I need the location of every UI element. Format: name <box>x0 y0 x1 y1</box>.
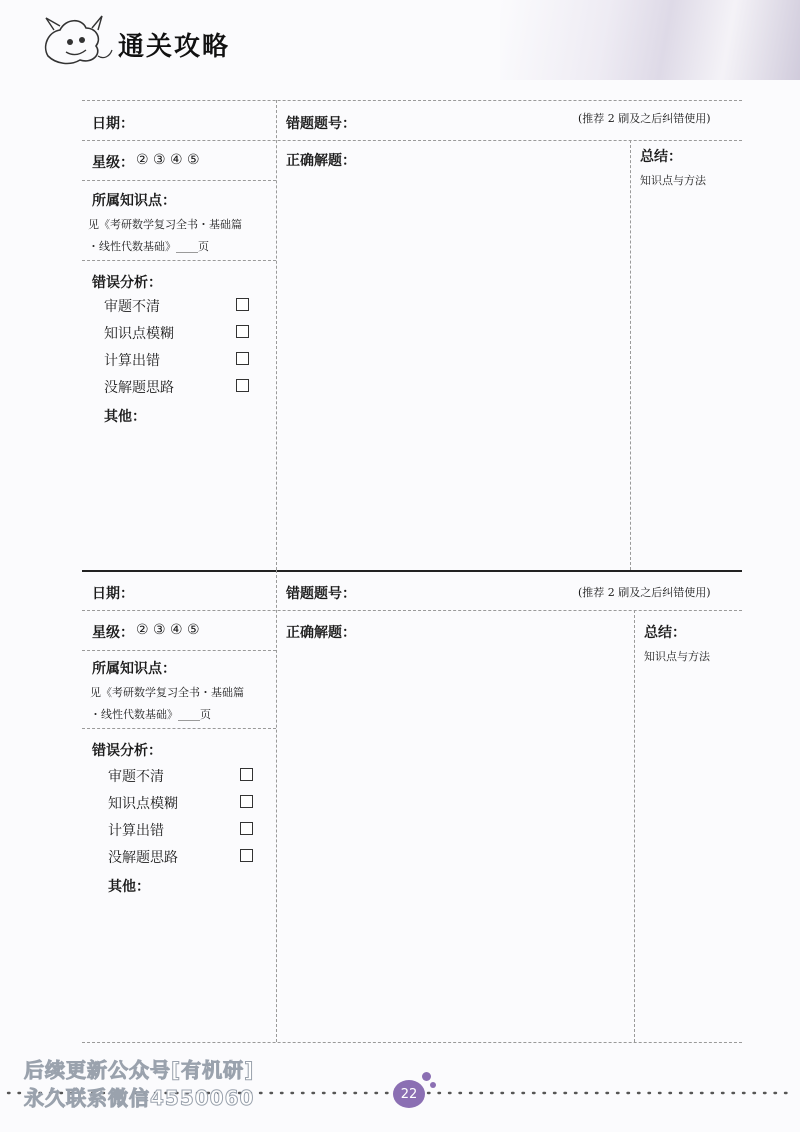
error-option-label: 计算出错 <box>104 353 160 369</box>
error-checkbox[interactable] <box>240 849 253 862</box>
error-option[interactable] <box>108 847 258 867</box>
error-option-label: 审题不清 <box>104 299 160 315</box>
knowledge-reference: 见《考研数学复习全书・基础篇 <box>90 686 244 699</box>
error-option[interactable] <box>108 820 258 840</box>
recommend-note: (推荐 2 刷及之后纠错使用) <box>578 112 711 125</box>
summary-label: 总结： <box>644 625 686 641</box>
mascot-logo-icon <box>36 10 116 70</box>
knowledge-point-label: 所属知识点： <box>92 193 176 209</box>
error-record-card <box>82 570 742 1042</box>
recommend-note: (推荐 2 刷及之后纠错使用) <box>578 586 711 599</box>
solution-label: 正确解题： <box>286 153 356 169</box>
knowledge-reference: 见《考研数学复习全书・基础篇 <box>88 218 242 231</box>
other-label: 其他： <box>108 879 150 895</box>
problem-number-label: 错题题号： <box>286 116 356 132</box>
stars-label: 星级： <box>92 625 134 641</box>
error-checkbox[interactable] <box>236 352 249 365</box>
error-option[interactable] <box>108 793 258 813</box>
knowledge-reference-page: ・线性代数基础》____页 <box>90 708 211 721</box>
error-checkbox[interactable] <box>240 768 253 781</box>
error-checkbox[interactable] <box>236 325 249 338</box>
error-option-label: 没解题思路 <box>108 850 178 866</box>
error-analysis-label: 错误分析： <box>92 743 162 759</box>
watermark-text: 后续更新公众号[有机研] <box>24 1058 255 1082</box>
page-decoration-bubble <box>430 1082 436 1088</box>
star-rating: ② ③ ④ ⑤ <box>136 152 200 168</box>
knowledge-point-label: 所属知识点： <box>92 661 176 677</box>
header-decoration <box>500 0 800 80</box>
page-decoration-bubble <box>422 1072 431 1081</box>
error-record-card <box>82 100 742 570</box>
summary-hint: 知识点与方法 <box>644 650 710 663</box>
star-rating: ② ③ ④ ⑤ <box>136 622 200 638</box>
page-number: 22 <box>393 1080 425 1108</box>
error-option-label: 审题不清 <box>108 769 164 785</box>
error-option-label: 没解题思路 <box>104 380 174 396</box>
error-option[interactable] <box>104 296 254 316</box>
watermark-text: 永久联系微信4550060 <box>24 1086 255 1110</box>
other-label: 其他： <box>104 409 146 425</box>
error-checkbox[interactable] <box>240 795 253 808</box>
error-option[interactable] <box>104 323 254 343</box>
knowledge-reference-page: ・线性代数基础》____页 <box>88 240 209 253</box>
summary-label: 总结： <box>640 149 682 165</box>
stars-label: 星级： <box>92 155 134 171</box>
summary-hint: 知识点与方法 <box>640 174 706 187</box>
error-checkbox[interactable] <box>236 379 249 392</box>
error-option-label: 知识点模糊 <box>104 326 174 342</box>
error-analysis-label: 错误分析： <box>92 275 162 291</box>
solution-label: 正确解题： <box>286 625 356 641</box>
error-option-label: 知识点模糊 <box>108 796 178 812</box>
error-checkbox[interactable] <box>236 298 249 311</box>
error-option[interactable] <box>104 350 254 370</box>
error-option[interactable] <box>108 766 258 786</box>
page-title: 通关攻略 <box>118 32 231 62</box>
problem-number-label: 错题题号： <box>286 586 356 602</box>
error-checkbox[interactable] <box>240 822 253 835</box>
date-label: 日期： <box>92 116 134 132</box>
error-option-label: 计算出错 <box>108 823 164 839</box>
error-option[interactable] <box>104 377 254 397</box>
date-label: 日期： <box>92 586 134 602</box>
